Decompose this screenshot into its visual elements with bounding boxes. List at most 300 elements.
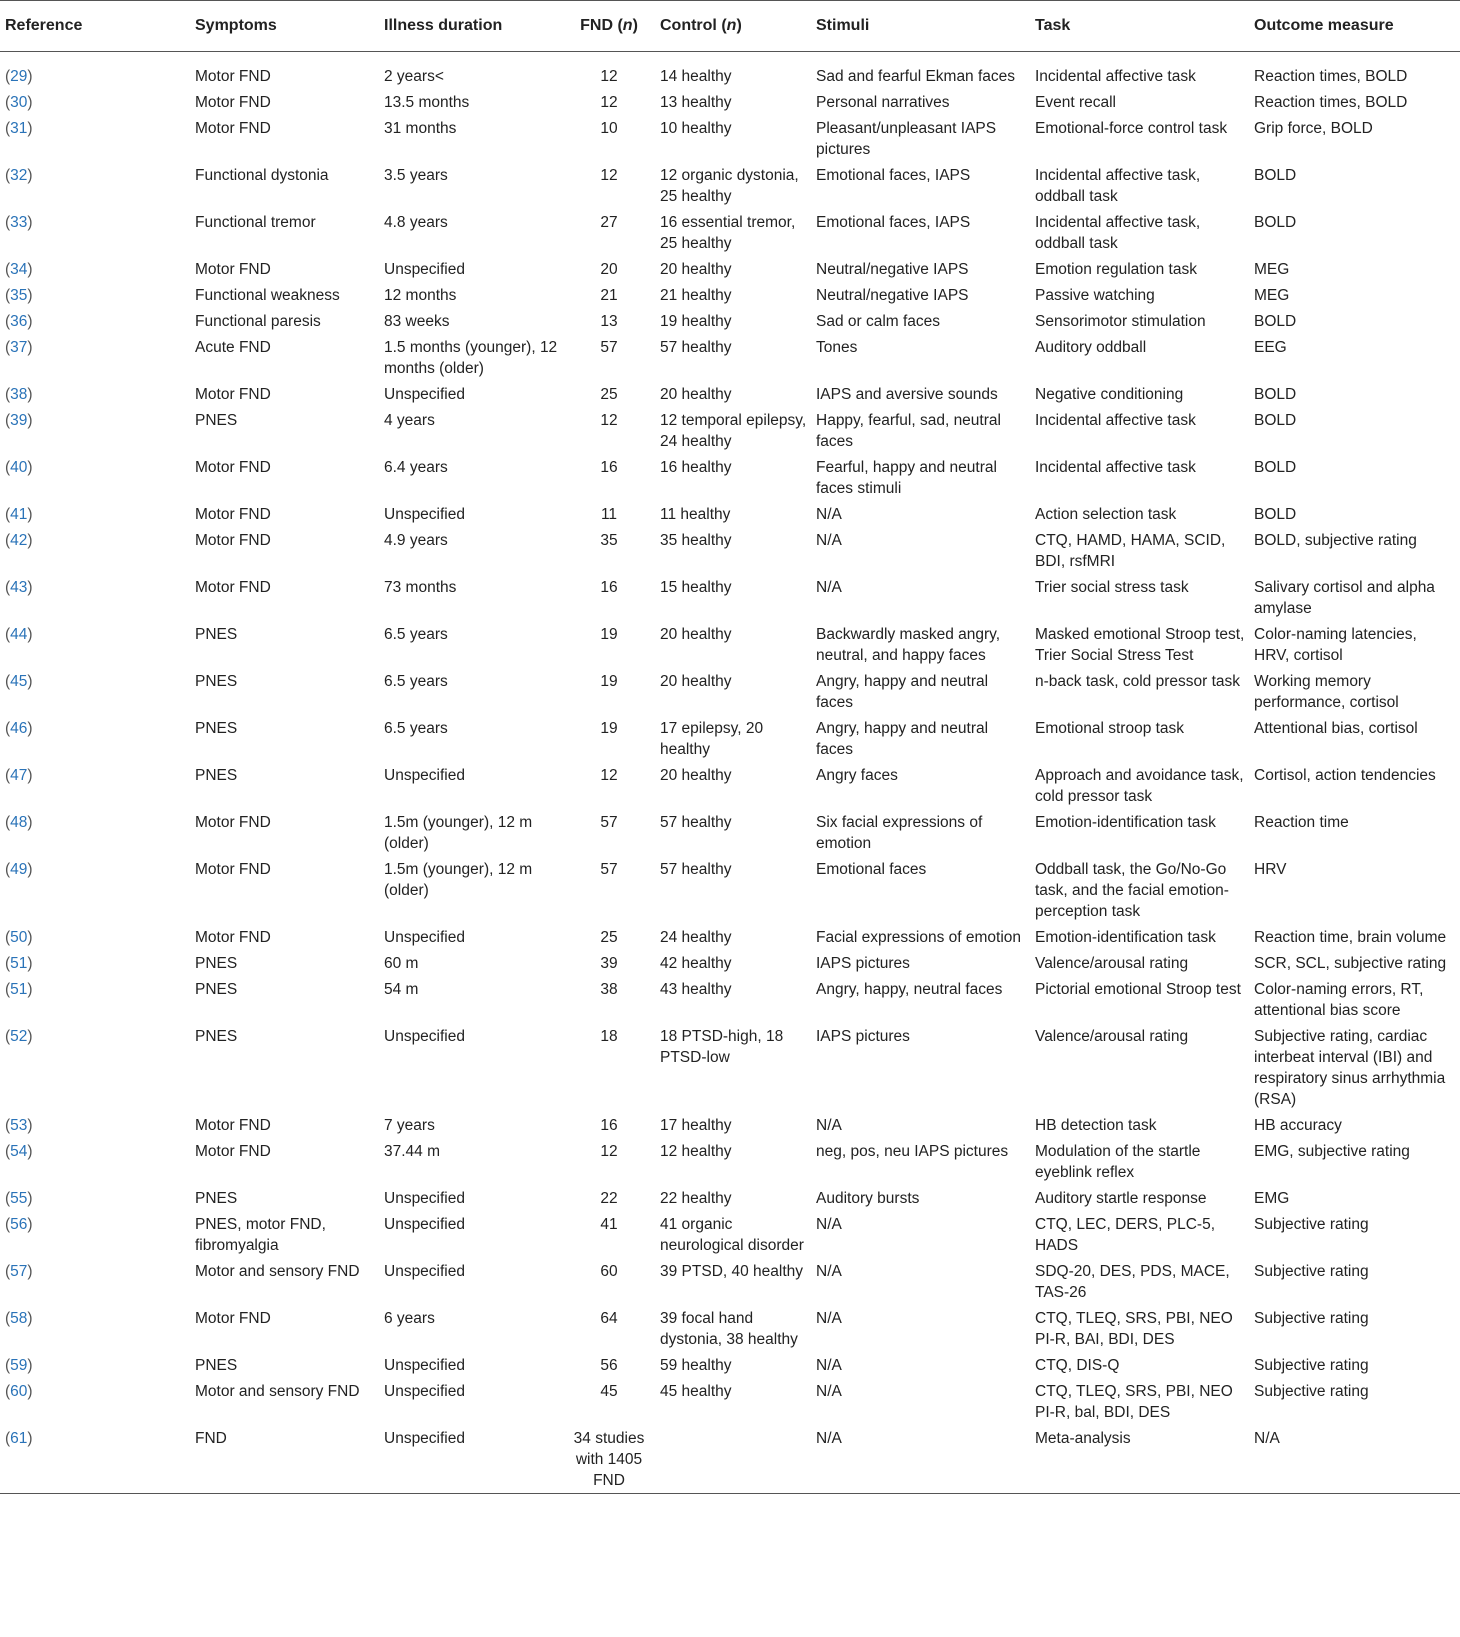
cell-control: 35 healthy: [660, 532, 732, 549]
cell-illness-duration: 1.5 months (younger), 12 months (older): [384, 339, 558, 377]
cell-fnd: 13: [600, 313, 618, 330]
cell-task: Emotional stroop task: [1035, 720, 1185, 737]
cell-stimuli: N/A: [816, 532, 842, 549]
cell-outcome-measure: N/A: [1249, 1427, 1460, 1494]
cell-fnd: 12: [600, 1143, 618, 1160]
cell-task: Valence/arousal rating: [1035, 955, 1189, 972]
cell-control: 14 healthy: [660, 68, 732, 85]
cell-stimuli: neg, pos, neu IAPS pictures: [816, 1143, 1009, 1160]
reference-link[interactable]: 40: [10, 459, 28, 476]
cell-reference: (40): [5, 459, 33, 476]
reference-link[interactable]: 47: [10, 767, 28, 784]
cell-illness-duration: 7 years: [384, 1117, 435, 1134]
cell-outcome-measure: BOLD, subjective rating: [1254, 532, 1417, 549]
cell-reference: (36): [5, 313, 33, 330]
cell-reference: (34): [5, 261, 33, 278]
cell-illness-duration: 6.5 years: [384, 720, 448, 737]
table-row: [0, 623, 1460, 670]
reference-link[interactable]: 58: [10, 1310, 28, 1327]
cell-symptoms: Motor FND: [195, 861, 271, 878]
table-row: [0, 764, 1460, 811]
table-row: [0, 383, 1460, 409]
cell-fnd: 22: [600, 1190, 618, 1207]
table-row: [0, 811, 1460, 858]
cell-symptoms: Motor and sensory FND: [195, 1383, 360, 1400]
cell-illness-duration: 31 months: [384, 120, 457, 137]
cell-reference: (58): [5, 1310, 33, 1327]
reference-link[interactable]: 44: [10, 626, 28, 643]
cell-symptoms: Motor FND: [195, 532, 271, 549]
header-stimuli: Stimuli: [811, 1, 1030, 52]
cell-outcome-measure: BOLD: [1254, 313, 1297, 330]
cell-reference: (45): [5, 673, 33, 690]
cell-reference: (52): [5, 1028, 33, 1045]
cell-illness-duration: 1.5m (younger), 12 m (older): [384, 861, 533, 899]
cell-control: 13 healthy: [660, 94, 732, 111]
cell-symptoms: Motor FND: [195, 579, 271, 596]
cell-reference: (41): [5, 506, 33, 523]
cell-control: 15 healthy: [660, 579, 732, 596]
cell-task: CTQ, TLEQ, SRS, PBI, NEO PI-R, BAI, BDI, DES: [1035, 1310, 1233, 1348]
cell-reference: (47): [5, 767, 33, 784]
cell-task: SDQ-20, DES, PDS, MACE, TAS-26: [1035, 1263, 1230, 1301]
cell-outcome-measure: Reaction time, brain volume: [1254, 929, 1447, 946]
cell-stimuli: N/A: [816, 1117, 842, 1134]
cell-illness-duration: 6 years: [384, 1310, 435, 1327]
cell-outcome-measure: Subjective rating: [1254, 1216, 1369, 1233]
cell-fnd: 10: [600, 120, 618, 137]
cell-control: 59 healthy: [660, 1357, 732, 1374]
table-row: [0, 1213, 1460, 1260]
cell-task: Action selection task: [1035, 506, 1177, 523]
cell-control: 12 organic dystonia, 25 healthy: [660, 167, 799, 205]
cell-stimuli: Six facial expressions of emotion: [816, 814, 983, 852]
cell-control: 42 healthy: [660, 955, 732, 972]
header-control-n: n: [726, 17, 737, 34]
cell-fnd: 41: [600, 1216, 618, 1233]
reference-link[interactable]: 56: [10, 1216, 28, 1233]
reference-link[interactable]: 48: [10, 814, 28, 831]
cell-illness-duration: Unspecified: [384, 929, 465, 946]
cell-control: 16 healthy: [660, 459, 732, 476]
cell-control: 11 healthy: [660, 506, 731, 523]
cell-illness-duration: 6.5 years: [384, 673, 448, 690]
cell-reference: (49): [5, 861, 33, 878]
header-fnd-n: n: [622, 17, 633, 34]
cell-fnd: 16: [600, 579, 618, 596]
reference-link[interactable]: 39: [10, 412, 28, 429]
cell-stimuli: Emotional faces, IAPS: [816, 214, 971, 231]
cell-reference: (30): [5, 94, 33, 111]
reference-link[interactable]: 41: [10, 506, 28, 523]
cell-illness-duration: 54 m: [384, 981, 419, 998]
cell-outcome-measure: Working memory performance, cortisol: [1254, 673, 1399, 711]
reference-link[interactable]: 57: [10, 1263, 28, 1280]
cell-symptoms: Motor FND: [195, 386, 271, 403]
cell-task: CTQ, DIS-Q: [1035, 1357, 1120, 1374]
cell-outcome-measure: MEG: [1254, 261, 1290, 278]
cell-symptoms: PNES: [195, 767, 238, 784]
cell-task: Modulation of the startle eyeblink reflex: [1035, 1143, 1201, 1181]
cell-fnd: 19: [600, 720, 618, 737]
cell-reference: (37): [5, 339, 33, 356]
cell-fnd: 21: [600, 287, 618, 304]
cell-stimuli: IAPS and aversive sounds: [816, 386, 998, 403]
reference-link[interactable]: 51: [10, 981, 28, 998]
cell-stimuli: N/A: [816, 579, 842, 596]
cell-outcome-measure: BOLD: [1254, 214, 1297, 231]
cell-control: 16 essential tremor, 25 healthy: [660, 214, 796, 252]
reference-link[interactable]: 31: [10, 120, 28, 137]
cell-task: CTQ, HAMD, HAMA, SCID, BDI, rsfMRI: [1035, 532, 1226, 570]
cell-reference: (31): [5, 120, 33, 137]
cell-illness-duration: 3.5 years: [384, 167, 448, 184]
cell-symptoms: Motor FND: [195, 1117, 271, 1134]
cell-symptoms: Functional weakness: [195, 287, 340, 304]
cell-control: 45 healthy: [660, 1383, 732, 1400]
cell-stimuli: Neutral/negative IAPS: [816, 261, 969, 278]
cell-outcome-measure: Reaction times, BOLD: [1254, 68, 1408, 85]
reference-link[interactable]: 54: [10, 1143, 28, 1160]
cell-outcome-measure: EMG: [1254, 1190, 1290, 1207]
reference-link[interactable]: 53: [10, 1117, 28, 1134]
cell-reference: (43): [5, 579, 33, 596]
cell-stimuli: Fearful, happy and neutral faces stimuli: [816, 459, 997, 497]
cell-task: CTQ, TLEQ, SRS, PBI, NEO PI-R, bal, BDI, DES: [1035, 1383, 1233, 1421]
cell-illness-duration: 6.4 years: [384, 459, 448, 476]
header-outcome-measure: Outcome measure: [1249, 1, 1460, 52]
cell-fnd: 57: [600, 814, 618, 831]
cell-task: Incidental affective task: [1035, 68, 1196, 85]
cell-outcome-measure: Subjective rating: [1254, 1263, 1369, 1280]
cell-stimuli: N/A: [816, 1357, 842, 1374]
cell-illness-duration: 1.5m (younger), 12 m (older): [384, 814, 533, 852]
cell-fnd: 20: [600, 261, 618, 278]
cell-stimuli: Angry, happy and neutral faces: [816, 673, 989, 711]
cell-illness-duration: 83 weeks: [384, 313, 450, 330]
table-header: [0, 1, 1460, 52]
table-row: [0, 52, 1460, 92]
cell-fnd: 16: [600, 1117, 618, 1134]
cell-fnd: 35: [600, 532, 618, 549]
cell-symptoms: Functional dystonia: [195, 167, 329, 184]
table-row: [0, 284, 1460, 310]
table-row: [0, 456, 1460, 503]
cell-outcome-measure: BOLD: [1254, 459, 1297, 476]
reference-link[interactable]: 60: [10, 1383, 28, 1400]
cell-symptoms: Motor and sensory FND: [195, 1263, 360, 1280]
cell-stimuli: Auditory bursts: [816, 1190, 920, 1207]
cell-task: Pictorial emotional Stroop test: [1035, 981, 1241, 998]
cell-task: Incidental affective task, oddball task: [1035, 214, 1201, 252]
cell-fnd: 57: [600, 861, 618, 878]
cell-fnd: 12: [600, 767, 618, 784]
cell-symptoms: PNES: [195, 955, 238, 972]
cell-reference: (29): [5, 68, 33, 85]
table-row: [0, 1307, 1460, 1354]
reference-link[interactable]: 42: [10, 532, 28, 549]
cell-symptoms: PNES: [195, 1028, 238, 1045]
cell-fnd: 19: [600, 626, 618, 643]
table-row: [0, 978, 1460, 1025]
cell-illness-duration: Unspecified: [384, 1028, 465, 1045]
cell-illness-duration: 13.5 months: [384, 94, 470, 111]
cell-task: Emotional-force control task: [1035, 120, 1228, 137]
cell-outcome-measure: Reaction times, BOLD: [1254, 94, 1408, 111]
cell-stimuli: Emotional faces: [816, 861, 927, 878]
cell-fnd: 38: [600, 981, 618, 998]
cell-illness-duration: 6.5 years: [384, 626, 448, 643]
cell-stimuli: Angry, happy and neutral faces: [816, 720, 989, 758]
cell-fnd: 25: [600, 386, 618, 403]
cell-stimuli: Personal narratives: [816, 94, 950, 111]
cell-task: Incidental affective task: [1035, 412, 1196, 429]
cell-control: 17 epilepsy, 20 healthy: [660, 720, 764, 758]
cell-control: 57 healthy: [660, 339, 732, 356]
cell-symptoms: Acute FND: [195, 339, 271, 356]
cell-outcome-measure: Subjective rating: [1254, 1310, 1369, 1327]
cell-stimuli: N/A: [816, 506, 842, 523]
cell-task: Incidental affective task: [1035, 459, 1196, 476]
cell-outcome-measure: Color-naming latencies, HRV, cortisol: [1254, 626, 1417, 664]
reference-link[interactable]: 33: [10, 214, 28, 231]
cell-illness-duration: 4.8 years: [384, 214, 448, 231]
cell-stimuli: Pleasant/unpleasant IAPS pictures: [816, 120, 997, 158]
reference-link[interactable]: 36: [10, 313, 28, 330]
cell-control: 19 healthy: [660, 313, 732, 330]
cell-control: 22 healthy: [660, 1190, 732, 1207]
cell-fnd: 34 studies with 1405 FND: [562, 1427, 655, 1494]
cell-illness-duration: Unspecified: [384, 1216, 465, 1233]
cell-reference: (32): [5, 167, 33, 184]
cell-control: 57 healthy: [660, 814, 732, 831]
table-row: [0, 1114, 1460, 1140]
cell-symptoms: Motor FND: [195, 1143, 271, 1160]
cell-outcome-measure: HRV: [1254, 861, 1287, 878]
table-row: [0, 409, 1460, 456]
cell-outcome-measure: Reaction time: [1254, 814, 1349, 831]
cell-illness-duration: 12 months: [384, 287, 457, 304]
cell-outcome-measure: Salivary cortisol and alpha amylase: [1254, 579, 1435, 617]
table-row: [0, 1140, 1460, 1187]
cell-illness-duration: Unspecified: [384, 1383, 465, 1400]
cell-fnd: 12: [600, 412, 618, 429]
header-fnd-label: FND: [580, 17, 613, 34]
cell-stimuli: N/A: [816, 1263, 842, 1280]
cell-stimuli: Facial expressions of emotion: [816, 929, 1022, 946]
table-row: [0, 670, 1460, 717]
cell-task: Approach and avoidance task, cold pressor task: [1035, 767, 1244, 805]
cell-reference: (48): [5, 814, 33, 831]
reference-link[interactable]: 59: [10, 1357, 28, 1374]
cell-control: 10 healthy: [660, 120, 732, 137]
cell-task: Incidental affective task, oddball task: [1035, 167, 1201, 205]
cell-symptoms: Motor FND: [195, 929, 271, 946]
cell-reference: (51): [5, 981, 33, 998]
cell-symptoms: PNES: [195, 981, 238, 998]
header-reference: Reference: [0, 1, 190, 52]
cell-symptoms: PNES, motor FND, fibromyalgia: [195, 1216, 326, 1254]
cell-reference: (42): [5, 532, 33, 549]
reference-link[interactable]: 50: [10, 929, 28, 946]
cell-fnd: 25: [600, 929, 618, 946]
reference-link[interactable]: 43: [10, 579, 28, 596]
cell-reference: (50): [5, 929, 33, 946]
table-row: [0, 1380, 1460, 1427]
table-row: [0, 926, 1460, 952]
header-control: Control (n): [655, 1, 811, 52]
reference-link[interactable]: 61: [10, 1430, 28, 1447]
reference-link[interactable]: 32: [10, 167, 28, 184]
table-row: [0, 336, 1460, 383]
cell-reference: (53): [5, 1117, 33, 1134]
cell-fnd: 60: [600, 1263, 618, 1280]
cell-illness-duration: Unspecified: [384, 506, 465, 523]
cell-fnd: 12: [600, 94, 618, 111]
cell-task: n-back task, cold pressor task: [1035, 673, 1241, 690]
cell-stimuli: Sad or calm faces: [816, 313, 941, 330]
cell-control: 21 healthy: [660, 287, 732, 304]
cell-fnd: 12: [600, 167, 618, 184]
reference-link[interactable]: 35: [10, 287, 28, 304]
table-row: [0, 576, 1460, 623]
cell-stimuli: Neutral/negative IAPS: [816, 287, 969, 304]
cell-fnd: 16: [600, 459, 618, 476]
reference-link[interactable]: 30: [10, 94, 28, 111]
cell-control: 39 PTSD, 40 healthy: [660, 1263, 804, 1280]
table-row: [0, 91, 1460, 117]
cell-illness-duration: 2 years<: [384, 68, 444, 85]
table-row: [0, 310, 1460, 336]
cell-control: 12 healthy: [660, 1143, 732, 1160]
cell-reference: (54): [5, 1143, 33, 1160]
cell-fnd: 12: [600, 68, 618, 85]
cell-symptoms: PNES: [195, 673, 238, 690]
reference-link[interactable]: 46: [10, 720, 28, 737]
cell-stimuli: Angry, happy, neutral faces: [816, 981, 1003, 998]
cell-symptoms: Motor FND: [195, 506, 271, 523]
cell-symptoms: Motor FND: [195, 94, 271, 111]
cell-stimuli: Emotional faces, IAPS: [816, 167, 971, 184]
reference-link[interactable]: 49: [10, 861, 28, 878]
reference-link[interactable]: 37: [10, 339, 28, 356]
cell-reference: (38): [5, 386, 33, 403]
cell-fnd: 64: [600, 1310, 618, 1327]
cell-outcome-measure: EEG: [1254, 339, 1287, 356]
reference-link[interactable]: 52: [10, 1028, 28, 1045]
cell-control: 20 healthy: [660, 767, 732, 784]
cell-task: Auditory startle response: [1035, 1190, 1207, 1207]
cell-reference: (61): [0, 1427, 190, 1494]
cell-task: Auditory oddball: [1035, 339, 1147, 356]
cell-symptoms: PNES: [195, 720, 238, 737]
cell-reference: (60): [5, 1383, 33, 1400]
reference-link[interactable]: 38: [10, 386, 28, 403]
reference-link[interactable]: 29: [10, 68, 28, 85]
cell-illness-duration: 4 years: [384, 412, 435, 429]
cell-control: 24 healthy: [660, 929, 732, 946]
cell-fnd: 57: [600, 339, 618, 356]
cell-fnd: 27: [600, 214, 618, 231]
cell-task: Emotion-identification task: [1035, 814, 1216, 831]
cell-illness-duration: 60 m: [384, 955, 419, 972]
cell-stimuli: Angry faces: [816, 767, 898, 784]
cell-control: 20 healthy: [660, 386, 732, 403]
cell-control: 39 focal hand dystonia, 38 healthy: [660, 1310, 798, 1348]
reference-link[interactable]: 55: [10, 1190, 28, 1207]
cell-task: Emotion regulation task: [1035, 261, 1197, 278]
cell-task: Negative conditioning: [1035, 386, 1184, 403]
cell-symptoms: Motor FND: [195, 68, 271, 85]
cell-control: 43 healthy: [660, 981, 732, 998]
cell-fnd: 39: [600, 955, 618, 972]
cell-reference: (46): [5, 720, 33, 737]
cell-control: [655, 1427, 811, 1494]
cell-outcome-measure: EMG, subjective rating: [1254, 1143, 1410, 1160]
cell-illness-duration: Unspecified: [384, 1190, 465, 1207]
cell-symptoms: PNES: [195, 1357, 238, 1374]
cell-reference: (35): [5, 287, 33, 304]
table-row: [0, 529, 1460, 576]
cell-reference: (51): [5, 955, 33, 972]
cell-symptoms: PNES: [195, 1190, 238, 1207]
cell-task: Masked emotional Stroop test, Trier Social Stress Test: [1035, 626, 1245, 664]
cell-task: Meta-analysis: [1030, 1427, 1249, 1494]
cell-outcome-measure: MEG: [1254, 287, 1290, 304]
cell-illness-duration: Unspecified: [384, 767, 465, 784]
cell-symptoms: Motor FND: [195, 1310, 271, 1327]
cell-task: Trier social stress task: [1035, 579, 1189, 596]
cell-symptoms: Motor FND: [195, 459, 271, 476]
cell-symptoms: Functional tremor: [195, 214, 316, 231]
cell-task: HB detection task: [1035, 1117, 1157, 1134]
cell-reference: (56): [5, 1216, 33, 1233]
cell-fnd: 11: [600, 506, 618, 523]
reference-link[interactable]: 45: [10, 673, 28, 690]
cell-outcome-measure: Subjective rating, cardiac interbeat interval (IBI) and respiratory sinus arrhythmia (RSA): [1254, 1028, 1446, 1108]
cell-task: Oddball task, the Go/No-Go task, and the facial emotion-perception task: [1035, 861, 1229, 920]
reference-link[interactable]: 51: [10, 955, 28, 972]
cell-control: 18 PTSD-high, 18 PTSD-low: [660, 1028, 784, 1066]
cell-control: 20 healthy: [660, 626, 732, 643]
cell-control: 57 healthy: [660, 861, 732, 878]
cell-symptoms: PNES: [195, 412, 238, 429]
cell-reference: (57): [5, 1263, 33, 1280]
cell-symptoms: Motor FND: [195, 814, 271, 831]
cell-control: 20 healthy: [660, 673, 732, 690]
cell-task: Emotion-identification task: [1035, 929, 1216, 946]
cell-symptoms: Motor FND: [195, 261, 271, 278]
table-row: [0, 503, 1460, 529]
table-row: [0, 164, 1460, 211]
cell-illness-duration: 4.9 years: [384, 532, 448, 549]
cell-illness-duration: Unspecified: [384, 261, 465, 278]
table-row: [0, 211, 1460, 258]
reference-link[interactable]: 34: [10, 261, 28, 278]
cell-stimuli: Sad and fearful Ekman faces: [816, 68, 1016, 85]
cell-stimuli: N/A: [816, 1216, 842, 1233]
table-row: [0, 1260, 1460, 1307]
header-fnd: FND (n): [562, 1, 655, 52]
cell-stimuli: Backwardly masked angry, neutral, and happy faces: [816, 626, 1001, 664]
header-illness-duration: Illness duration: [379, 1, 562, 52]
table-row: [0, 858, 1460, 926]
cell-fnd: 18: [600, 1028, 618, 1045]
cell-illness-duration: 37.44 m: [384, 1143, 441, 1160]
cell-outcome-measure: Color-naming errors, RT, attentional bias score: [1254, 981, 1424, 1019]
cell-symptoms: Functional paresis: [195, 313, 321, 330]
cell-task: Passive watching: [1035, 287, 1155, 304]
